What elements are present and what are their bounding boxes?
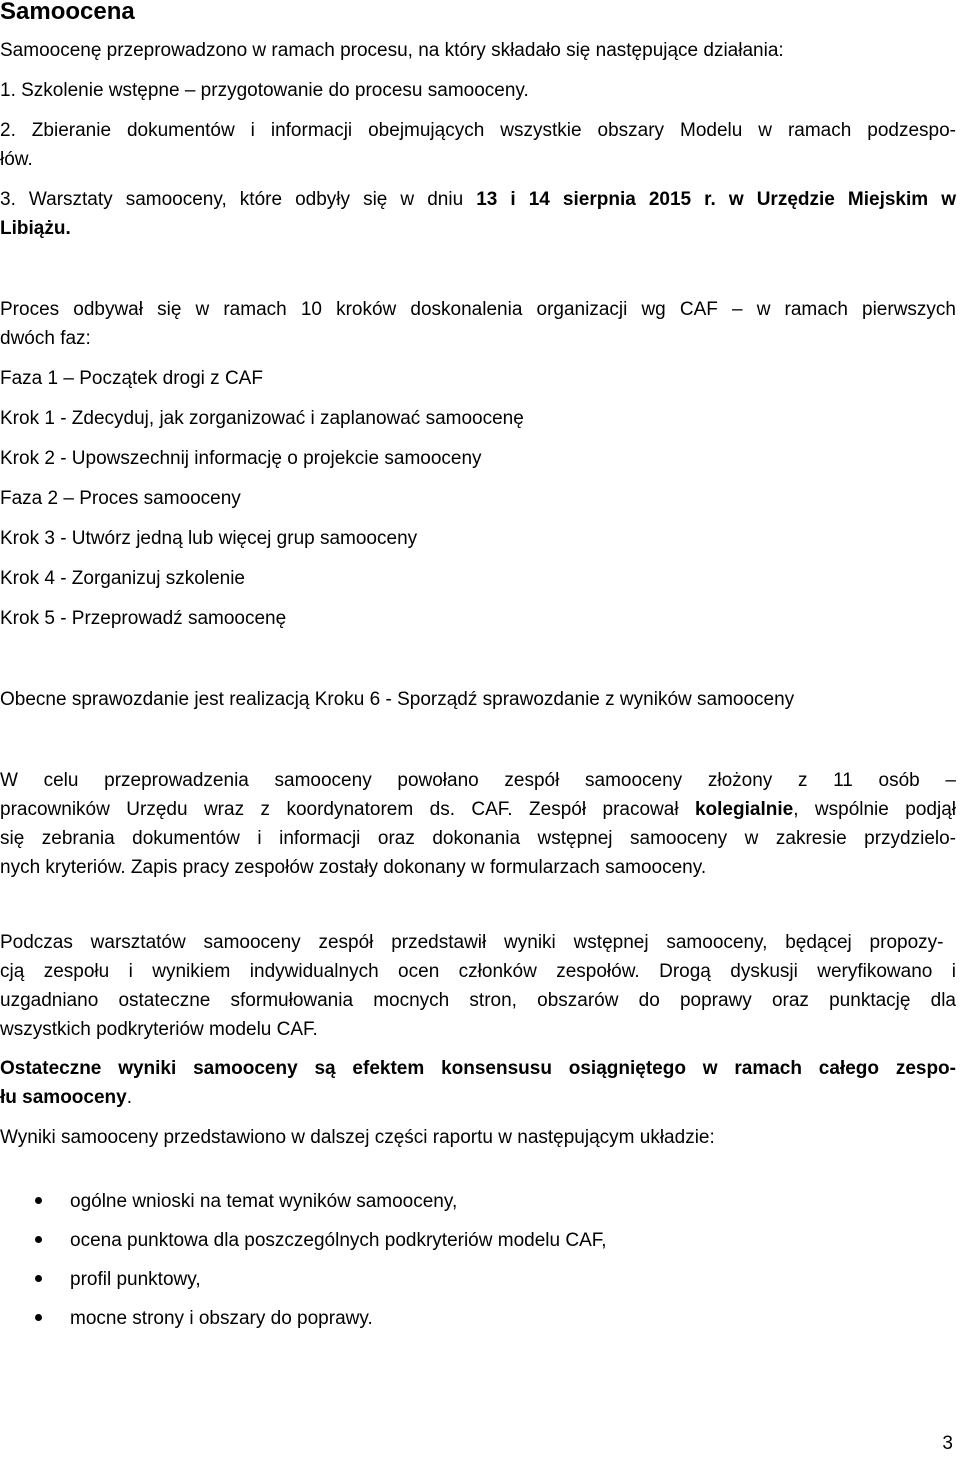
consensus-bold: łu samooceny bbox=[0, 1087, 127, 1108]
bullet-icon bbox=[35, 1314, 42, 1321]
phase-2: Faza 2 – Proces samooceny bbox=[0, 488, 241, 509]
team-line-2-bold: kolegialnie bbox=[694, 799, 794, 820]
step-2-line-2: łów. bbox=[0, 149, 33, 170]
team-line-2-post: , wspólnie podjął bbox=[793, 799, 956, 820]
workshop-line-2: cją zespołu i wynikiem indywidualnych ocen członków zespołów. Drogą dyskusji weryfikowano i bbox=[0, 961, 956, 982]
step-item-5: Krok 5 - Przeprowadź samoocenę bbox=[0, 608, 287, 629]
consensus-line-1: Ostateczne wyniki samooceny są efektem konsensusu osiągniętego w ramach całego zespo- bbox=[0, 1058, 956, 1079]
consensus-line-2 bbox=[0, 1083, 132, 1112]
results-intro: Wyniki samooceny przedstawiono w dalszej części raportu w następującym układzie: bbox=[0, 1127, 715, 1148]
step-3-text: 3. Warsztaty samooceny, które odbyły się w dniu bbox=[0, 189, 477, 210]
process-line-2: dwóch faz: bbox=[0, 328, 91, 349]
list-item: ocena punktowa dla poszczególnych podkryteriów modelu CAF, bbox=[70, 1230, 607, 1251]
bullet-icon bbox=[35, 1275, 42, 1282]
step-3-line-2: Libiążu. bbox=[0, 218, 71, 239]
step-item-4: Krok 4 - Zorganizuj szkolenie bbox=[0, 568, 245, 589]
step-3-line-1 bbox=[0, 185, 956, 214]
team-line-1: W celu przeprowadzenia samooceny powołano zespół samooceny złożony z 11 osób – bbox=[0, 770, 956, 791]
step-item-3: Krok 3 - Utwórz jedną lub więcej grup samooceny bbox=[0, 528, 418, 549]
page-number: 3 bbox=[942, 1433, 953, 1454]
list-item: mocne strony i obszary do poprawy. bbox=[70, 1308, 373, 1329]
step-3-bold: 13 i 14 sierpnia 2015 r. w Urzędzie Miejskim w bbox=[476, 189, 956, 210]
workshop-line-4: wszystkich podkryteriów modelu CAF. bbox=[0, 1019, 318, 1040]
process-line-1: Proces odbywał się w ramach 10 kroków doskonalenia organizacji wg CAF – w ramach pierwszych bbox=[0, 299, 956, 320]
workshop-line-1: Podczas warsztatów samooceny zespół przedstawił wyniki wstępnej samooceny, będącej propozy- bbox=[0, 932, 944, 953]
team-line-2 bbox=[0, 795, 956, 824]
bullet-icon bbox=[35, 1197, 42, 1204]
step-2-line-1: 2. Zbieranie dokumentów i informacji obejmujących wszystkie obszary Modelu w ramach podzespo- bbox=[0, 120, 956, 141]
list-item: profil punktowy, bbox=[70, 1269, 201, 1290]
team-line-3: się zebrania dokumentów i informacji oraz dokonania wstępnej samooceny w zakresie przydzielo- bbox=[0, 828, 956, 849]
phase-1: Faza 1 – Początek drogi z CAF bbox=[0, 368, 263, 389]
step-item-1: Krok 1 - Zdecyduj, jak zorganizować i zaplanować samoocenę bbox=[0, 408, 524, 429]
list-item: ogólne wnioski na temat wyników samooceny, bbox=[70, 1191, 458, 1212]
consensus-period: . bbox=[126, 1087, 132, 1108]
team-line-2-text: pracowników Urzędu wraz z koordynatorem ds. CAF. Zespół pracował bbox=[0, 799, 695, 820]
team-line-4: nych kryteriów. Zapis pracy zespołów zostały dokonany w formularzach samooceny. bbox=[0, 857, 707, 878]
intro-text: Samoocenę przeprowadzono w ramach procesu, na który składało się następujące działania: bbox=[0, 40, 784, 61]
report-statement: Obecne sprawozdanie jest realizacją Kroku 6 - Sporządź sprawozdanie z wyników samooceny bbox=[0, 689, 795, 710]
step-1: 1. Szkolenie wstępne – przygotowanie do procesu samooceny. bbox=[0, 80, 529, 101]
bullet-icon bbox=[35, 1236, 42, 1243]
step-item-2: Krok 2 - Upowszechnij informację o projekcie samooceny bbox=[0, 448, 482, 469]
workshop-line-3: uzgadniano ostateczne sformułowania mocnych stron, obszarów do poprawy oraz punktację dla bbox=[0, 990, 956, 1011]
page-title: Samoocena bbox=[0, 0, 135, 25]
